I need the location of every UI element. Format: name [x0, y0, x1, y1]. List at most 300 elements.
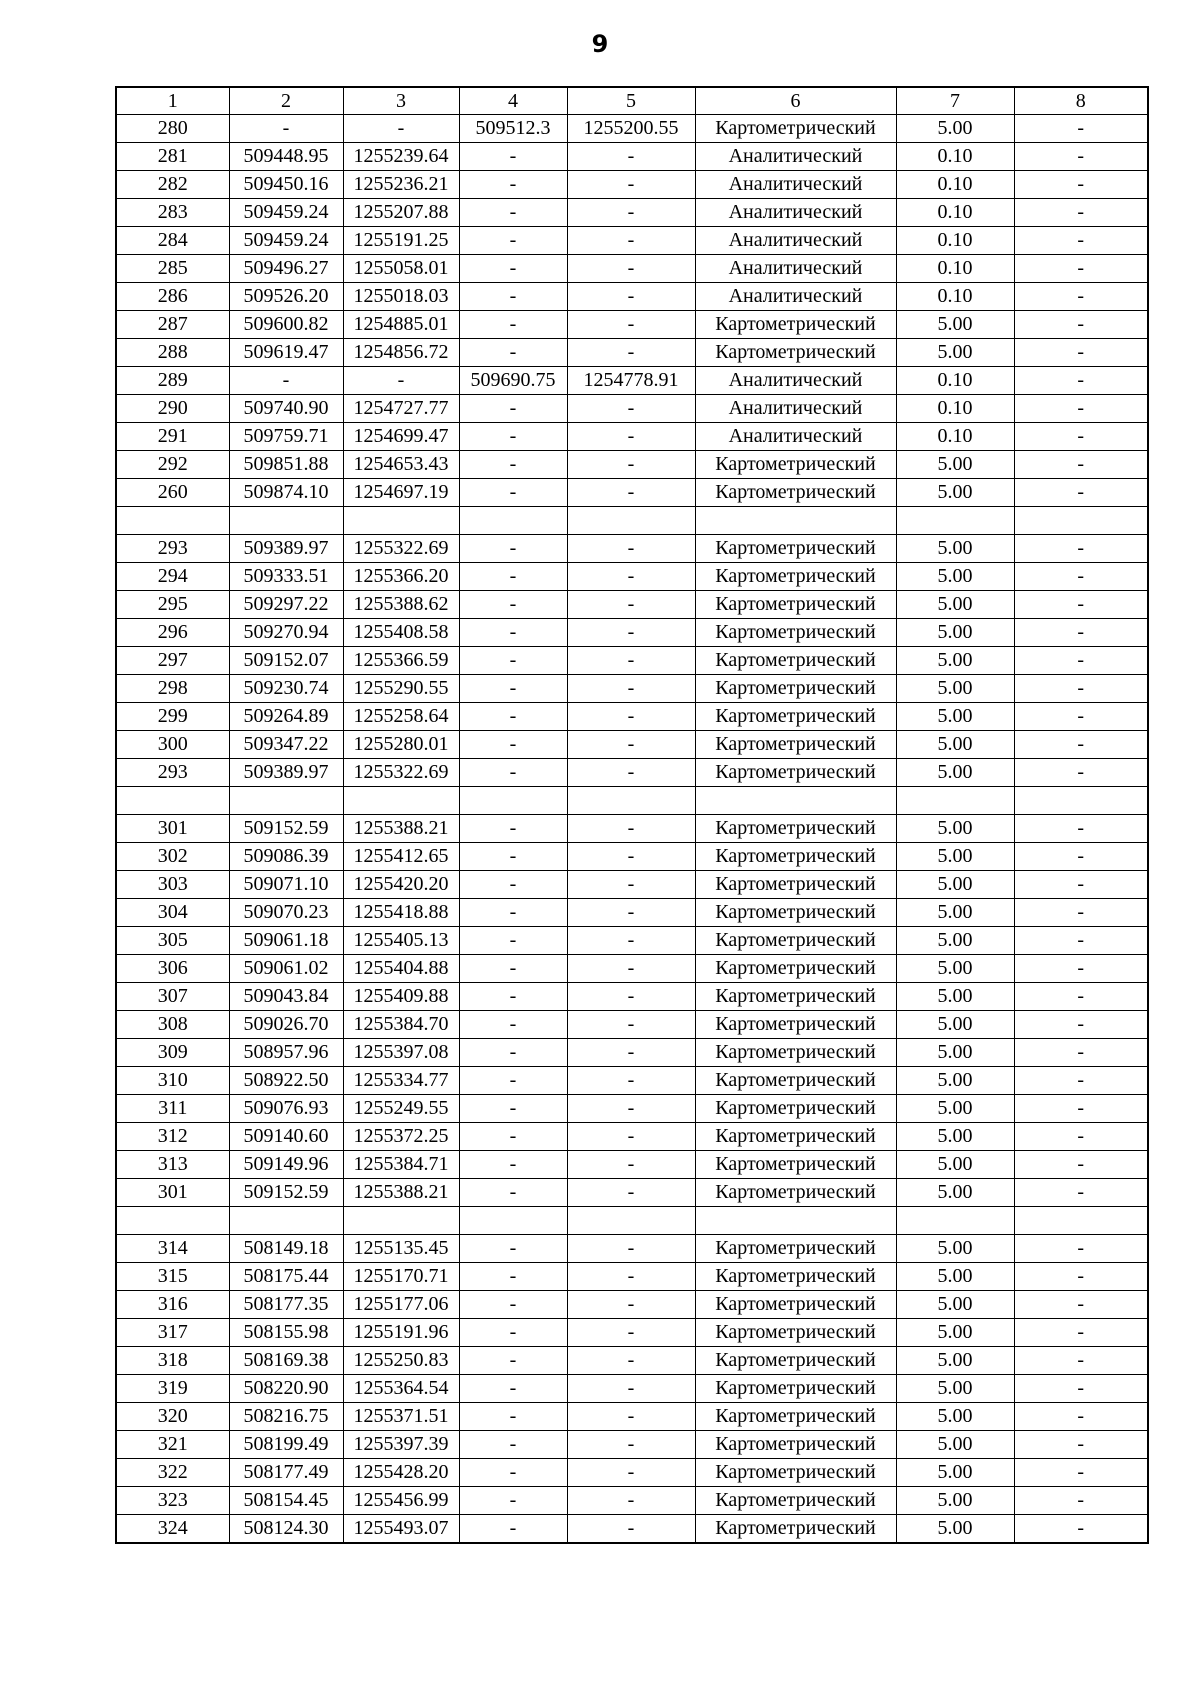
point-number-cell: 310 — [116, 1067, 229, 1095]
accuracy-cell: 5.00 — [896, 871, 1014, 899]
description-cell: - — [1014, 591, 1148, 619]
accuracy-cell: 5.00 — [896, 927, 1014, 955]
y-alt-coordinate-cell — [567, 787, 695, 815]
x-alt-coordinate-cell: - — [459, 647, 567, 675]
y-coordinate-cell: 1255322.69 — [343, 759, 459, 787]
point-number-cell: 323 — [116, 1487, 229, 1515]
y-coordinate-cell — [343, 507, 459, 535]
table-row — [116, 1515, 1148, 1544]
x-alt-coordinate-cell: - — [459, 479, 567, 507]
y-coordinate-cell: 1255366.20 — [343, 563, 459, 591]
x-coordinate-cell: 508177.49 — [229, 1459, 343, 1487]
accuracy-cell: 0.10 — [896, 255, 1014, 283]
x-coordinate-cell: 508216.75 — [229, 1403, 343, 1431]
method-cell: Картометрический — [695, 983, 896, 1011]
x-alt-coordinate-cell: - — [459, 759, 567, 787]
accuracy-cell: 5.00 — [896, 1375, 1014, 1403]
accuracy-cell: 0.10 — [896, 199, 1014, 227]
x-coordinate-cell — [229, 787, 343, 815]
x-coordinate-cell: 509152.59 — [229, 815, 343, 843]
point-number-cell: 312 — [116, 1123, 229, 1151]
table-row — [116, 1375, 1148, 1403]
y-coordinate-cell: 1255409.88 — [343, 983, 459, 1011]
accuracy-cell: 5.00 — [896, 115, 1014, 143]
table-row — [116, 1319, 1148, 1347]
table-row — [116, 171, 1148, 199]
description-cell: - — [1014, 955, 1148, 983]
x-coordinate-cell: 509450.16 — [229, 171, 343, 199]
method-cell: Картометрический — [695, 843, 896, 871]
x-coordinate-cell: 508169.38 — [229, 1347, 343, 1375]
y-coordinate-cell: 1255388.21 — [343, 815, 459, 843]
point-number-cell: 290 — [116, 395, 229, 423]
x-alt-coordinate-cell: - — [459, 815, 567, 843]
description-cell: - — [1014, 311, 1148, 339]
description-cell: - — [1014, 1319, 1148, 1347]
x-alt-coordinate-cell — [459, 787, 567, 815]
x-coordinate-cell: 508220.90 — [229, 1375, 343, 1403]
x-coordinate-cell: 509026.70 — [229, 1011, 343, 1039]
method-cell: Аналитический — [695, 283, 896, 311]
method-cell: Картометрический — [695, 1487, 896, 1515]
point-number-cell: 313 — [116, 1151, 229, 1179]
y-coordinate-cell: 1254699.47 — [343, 423, 459, 451]
y-alt-coordinate-cell: - — [567, 591, 695, 619]
method-cell: Картометрический — [695, 1011, 896, 1039]
y-alt-coordinate-cell — [567, 1207, 695, 1235]
accuracy-cell: 5.00 — [896, 1263, 1014, 1291]
y-alt-coordinate-cell: - — [567, 675, 695, 703]
x-coordinate-cell: 509230.74 — [229, 675, 343, 703]
point-number-cell: 321 — [116, 1431, 229, 1459]
x-alt-coordinate-cell: - — [459, 1347, 567, 1375]
method-cell: Картометрический — [695, 115, 896, 143]
y-coordinate-cell: 1255207.88 — [343, 199, 459, 227]
x-coordinate-cell: 509076.93 — [229, 1095, 343, 1123]
x-coordinate-cell: - — [229, 115, 343, 143]
point-number-cell: 299 — [116, 703, 229, 731]
x-alt-coordinate-cell: - — [459, 955, 567, 983]
description-cell: - — [1014, 1263, 1148, 1291]
accuracy-cell: 5.00 — [896, 1347, 1014, 1375]
y-alt-coordinate-cell: - — [567, 1347, 695, 1375]
x-alt-coordinate-cell: - — [459, 1095, 567, 1123]
column-header: 2 — [229, 87, 343, 115]
description-cell: - — [1014, 255, 1148, 283]
x-coordinate-cell: 509448.95 — [229, 143, 343, 171]
y-alt-coordinate-cell: - — [567, 1179, 695, 1207]
accuracy-cell: 5.00 — [896, 675, 1014, 703]
y-alt-coordinate-cell: - — [567, 199, 695, 227]
accuracy-cell: 5.00 — [896, 535, 1014, 563]
y-alt-coordinate-cell: - — [567, 1263, 695, 1291]
column-header: 8 — [1014, 87, 1148, 115]
method-cell: Картометрический — [695, 535, 896, 563]
description-cell: - — [1014, 871, 1148, 899]
point-number-cell: 260 — [116, 479, 229, 507]
method-cell: Картометрический — [695, 1515, 896, 1544]
method-cell — [695, 787, 896, 815]
description-cell: - — [1014, 759, 1148, 787]
accuracy-cell: 0.10 — [896, 171, 1014, 199]
column-header: 6 — [695, 87, 896, 115]
x-alt-coordinate-cell: - — [459, 1235, 567, 1263]
method-cell: Картометрический — [695, 479, 896, 507]
y-coordinate-cell: 1255371.51 — [343, 1403, 459, 1431]
accuracy-cell: 5.00 — [896, 311, 1014, 339]
separator-row — [116, 1207, 1148, 1235]
table-row — [116, 675, 1148, 703]
y-coordinate-cell: 1255239.64 — [343, 143, 459, 171]
x-coordinate-cell: 509043.84 — [229, 983, 343, 1011]
y-alt-coordinate-cell: - — [567, 843, 695, 871]
point-number-cell: 306 — [116, 955, 229, 983]
x-alt-coordinate-cell: - — [459, 731, 567, 759]
table-row — [116, 843, 1148, 871]
method-cell: Картометрический — [695, 1431, 896, 1459]
x-alt-coordinate-cell: - — [459, 591, 567, 619]
accuracy-cell: 5.00 — [896, 731, 1014, 759]
table-row — [116, 283, 1148, 311]
y-alt-coordinate-cell: - — [567, 1011, 695, 1039]
y-alt-coordinate-cell: - — [567, 283, 695, 311]
description-cell: - — [1014, 1067, 1148, 1095]
description-cell: - — [1014, 1039, 1148, 1067]
point-number-cell: 296 — [116, 619, 229, 647]
method-cell: Картометрический — [695, 591, 896, 619]
y-coordinate-cell: 1255135.45 — [343, 1235, 459, 1263]
x-alt-coordinate-cell: - — [459, 1011, 567, 1039]
y-coordinate-cell — [343, 1207, 459, 1235]
table-row — [116, 591, 1148, 619]
x-coordinate-cell: 509297.22 — [229, 591, 343, 619]
method-cell: Картометрический — [695, 703, 896, 731]
point-number-cell: 302 — [116, 843, 229, 871]
y-coordinate-cell: 1255397.39 — [343, 1431, 459, 1459]
y-coordinate-cell: 1255456.99 — [343, 1487, 459, 1515]
description-cell: - — [1014, 1515, 1148, 1544]
description-cell: - — [1014, 395, 1148, 423]
table-row — [116, 703, 1148, 731]
x-coordinate-cell: 509071.10 — [229, 871, 343, 899]
y-alt-coordinate-cell: - — [567, 871, 695, 899]
description-cell: - — [1014, 143, 1148, 171]
accuracy-cell: 5.00 — [896, 1515, 1014, 1544]
point-number-cell: 288 — [116, 339, 229, 367]
x-alt-coordinate-cell: 509512.3 — [459, 115, 567, 143]
method-cell: Картометрический — [695, 1067, 896, 1095]
x-alt-coordinate-cell: - — [459, 871, 567, 899]
point-number-cell: 324 — [116, 1515, 229, 1544]
accuracy-cell: 5.00 — [896, 1431, 1014, 1459]
y-alt-coordinate-cell: - — [567, 619, 695, 647]
accuracy-cell: 0.10 — [896, 395, 1014, 423]
x-alt-coordinate-cell: - — [459, 675, 567, 703]
y-coordinate-cell: 1255058.01 — [343, 255, 459, 283]
method-cell: Аналитический — [695, 395, 896, 423]
x-coordinate-cell: 509061.02 — [229, 955, 343, 983]
accuracy-cell: 0.10 — [896, 283, 1014, 311]
point-number-cell: 304 — [116, 899, 229, 927]
y-coordinate-cell: 1255372.25 — [343, 1123, 459, 1151]
y-alt-coordinate-cell: - — [567, 1291, 695, 1319]
table-row — [116, 647, 1148, 675]
table-row — [116, 1291, 1148, 1319]
point-number-cell: 315 — [116, 1263, 229, 1291]
point-number-cell: 319 — [116, 1375, 229, 1403]
x-coordinate-cell: 508149.18 — [229, 1235, 343, 1263]
separator-row — [116, 787, 1148, 815]
method-cell: Картометрический — [695, 563, 896, 591]
y-coordinate-cell: 1254856.72 — [343, 339, 459, 367]
description-cell: - — [1014, 535, 1148, 563]
x-coordinate-cell — [229, 507, 343, 535]
table-row — [116, 563, 1148, 591]
accuracy-cell — [896, 787, 1014, 815]
x-coordinate-cell: 509874.10 — [229, 479, 343, 507]
x-coordinate-cell: 508922.50 — [229, 1067, 343, 1095]
method-cell: Картометрический — [695, 1123, 896, 1151]
y-alt-coordinate-cell: - — [567, 1235, 695, 1263]
y-alt-coordinate-cell: - — [567, 1487, 695, 1515]
point-number-cell: 293 — [116, 535, 229, 563]
table-row — [116, 395, 1148, 423]
description-cell: - — [1014, 115, 1148, 143]
description-cell — [1014, 1207, 1148, 1235]
y-coordinate-cell: 1255493.07 — [343, 1515, 459, 1544]
x-coordinate-cell: 509740.90 — [229, 395, 343, 423]
table-row — [116, 143, 1148, 171]
point-number-cell: 286 — [116, 283, 229, 311]
y-alt-coordinate-cell: - — [567, 171, 695, 199]
method-cell — [695, 1207, 896, 1235]
point-number-cell: 280 — [116, 115, 229, 143]
method-cell: Картометрический — [695, 1151, 896, 1179]
point-number-cell: 283 — [116, 199, 229, 227]
description-cell: - — [1014, 339, 1148, 367]
x-coordinate-cell: 509270.94 — [229, 619, 343, 647]
y-coordinate-cell: 1254885.01 — [343, 311, 459, 339]
y-alt-coordinate-cell: - — [567, 423, 695, 451]
table-row — [116, 311, 1148, 339]
method-cell: Аналитический — [695, 171, 896, 199]
y-alt-coordinate-cell: - — [567, 983, 695, 1011]
y-coordinate-cell — [343, 787, 459, 815]
description-cell: - — [1014, 1459, 1148, 1487]
description-cell: - — [1014, 171, 1148, 199]
description-cell: - — [1014, 1235, 1148, 1263]
x-alt-coordinate-cell: - — [459, 843, 567, 871]
description-cell: - — [1014, 703, 1148, 731]
table-body — [116, 115, 1148, 1544]
accuracy-cell: 0.10 — [896, 143, 1014, 171]
accuracy-cell — [896, 507, 1014, 535]
x-coordinate-cell: 508155.98 — [229, 1319, 343, 1347]
x-coordinate-cell: 509496.27 — [229, 255, 343, 283]
method-cell: Картометрический — [695, 927, 896, 955]
table-row — [116, 479, 1148, 507]
table-row — [116, 983, 1148, 1011]
y-alt-coordinate-cell: - — [567, 1067, 695, 1095]
accuracy-cell: 5.00 — [896, 1487, 1014, 1515]
y-alt-coordinate-cell: - — [567, 311, 695, 339]
table-row — [116, 871, 1148, 899]
x-alt-coordinate-cell: - — [459, 899, 567, 927]
y-coordinate-cell: 1255418.88 — [343, 899, 459, 927]
y-coordinate-cell: 1255258.64 — [343, 703, 459, 731]
accuracy-cell: 5.00 — [896, 563, 1014, 591]
x-coordinate-cell: 509149.96 — [229, 1151, 343, 1179]
method-cell: Аналитический — [695, 199, 896, 227]
method-cell: Картометрический — [695, 1039, 896, 1067]
description-cell: - — [1014, 927, 1148, 955]
accuracy-cell: 5.00 — [896, 479, 1014, 507]
point-number-cell: 314 — [116, 1235, 229, 1263]
x-coordinate-cell: 509152.59 — [229, 1179, 343, 1207]
column-header: 1 — [116, 87, 229, 115]
method-cell: Картометрический — [695, 311, 896, 339]
method-cell: Картометрический — [695, 871, 896, 899]
point-number-cell: 309 — [116, 1039, 229, 1067]
description-cell: - — [1014, 563, 1148, 591]
y-coordinate-cell: 1255322.69 — [343, 535, 459, 563]
x-coordinate-cell: 509264.89 — [229, 703, 343, 731]
accuracy-cell: 5.00 — [896, 1235, 1014, 1263]
y-coordinate-cell: 1255191.96 — [343, 1319, 459, 1347]
point-number-cell: 318 — [116, 1347, 229, 1375]
method-cell: Картометрический — [695, 899, 896, 927]
table-row — [116, 1179, 1148, 1207]
y-coordinate-cell: 1255428.20 — [343, 1459, 459, 1487]
y-alt-coordinate-cell: - — [567, 1431, 695, 1459]
method-cell: Картометрический — [695, 1095, 896, 1123]
y-coordinate-cell: 1255249.55 — [343, 1095, 459, 1123]
accuracy-cell: 5.00 — [896, 591, 1014, 619]
accuracy-cell: 5.00 — [896, 955, 1014, 983]
method-cell: Картометрический — [695, 1179, 896, 1207]
x-alt-coordinate-cell: - — [459, 1067, 567, 1095]
accuracy-cell: 5.00 — [896, 1067, 1014, 1095]
x-alt-coordinate-cell: - — [459, 1179, 567, 1207]
x-coordinate-cell — [229, 1207, 343, 1235]
method-cell: Картометрический — [695, 731, 896, 759]
x-alt-coordinate-cell: - — [459, 1459, 567, 1487]
table-row — [116, 759, 1148, 787]
table-row — [116, 535, 1148, 563]
accuracy-cell: 5.00 — [896, 647, 1014, 675]
y-alt-coordinate-cell: - — [567, 1375, 695, 1403]
x-coordinate-cell: 508124.30 — [229, 1515, 343, 1544]
description-cell: - — [1014, 199, 1148, 227]
description-cell: - — [1014, 1487, 1148, 1515]
x-alt-coordinate-cell: - — [459, 171, 567, 199]
x-coordinate-cell: 509619.47 — [229, 339, 343, 367]
description-cell: - — [1014, 619, 1148, 647]
accuracy-cell: 5.00 — [896, 703, 1014, 731]
description-cell: - — [1014, 1375, 1148, 1403]
page-number: 9 — [591, 30, 609, 58]
description-cell: - — [1014, 1011, 1148, 1039]
point-number-cell: 287 — [116, 311, 229, 339]
y-alt-coordinate-cell: - — [567, 535, 695, 563]
accuracy-cell: 5.00 — [896, 339, 1014, 367]
column-header: 7 — [896, 87, 1014, 115]
table-row — [116, 255, 1148, 283]
x-coordinate-cell: 509140.60 — [229, 1123, 343, 1151]
x-coordinate-cell: 509851.88 — [229, 451, 343, 479]
x-coordinate-cell: 509333.51 — [229, 563, 343, 591]
point-number-cell: 316 — [116, 1291, 229, 1319]
y-coordinate-cell: 1254727.77 — [343, 395, 459, 423]
point-number-cell — [116, 787, 229, 815]
y-alt-coordinate-cell: - — [567, 143, 695, 171]
separator-row — [116, 507, 1148, 535]
y-alt-coordinate-cell — [567, 507, 695, 535]
table-row — [116, 1095, 1148, 1123]
point-number-cell: 301 — [116, 1179, 229, 1207]
y-alt-coordinate-cell: - — [567, 1319, 695, 1347]
y-coordinate-cell: 1255170.71 — [343, 1263, 459, 1291]
y-alt-coordinate-cell: - — [567, 339, 695, 367]
y-alt-coordinate-cell: 1254778.91 — [567, 367, 695, 395]
accuracy-cell: 5.00 — [896, 1291, 1014, 1319]
description-cell: - — [1014, 227, 1148, 255]
point-number-cell: 282 — [116, 171, 229, 199]
description-cell: - — [1014, 1095, 1148, 1123]
y-coordinate-cell: 1254697.19 — [343, 479, 459, 507]
x-coordinate-cell: 509459.24 — [229, 199, 343, 227]
x-alt-coordinate-cell: 509690.75 — [459, 367, 567, 395]
table-header-row — [116, 87, 1148, 115]
y-alt-coordinate-cell: - — [567, 927, 695, 955]
y-coordinate-cell: 1255388.21 — [343, 1179, 459, 1207]
description-cell: - — [1014, 899, 1148, 927]
y-alt-coordinate-cell: - — [567, 1151, 695, 1179]
accuracy-cell: 5.00 — [896, 1319, 1014, 1347]
method-cell: Картометрический — [695, 1403, 896, 1431]
method-cell — [695, 507, 896, 535]
point-number-cell: 317 — [116, 1319, 229, 1347]
point-number-cell: 291 — [116, 423, 229, 451]
x-alt-coordinate-cell: - — [459, 1319, 567, 1347]
description-cell: - — [1014, 283, 1148, 311]
method-cell: Аналитический — [695, 227, 896, 255]
description-cell: - — [1014, 367, 1148, 395]
point-number-cell: 289 — [116, 367, 229, 395]
x-alt-coordinate-cell: - — [459, 1291, 567, 1319]
y-coordinate-cell: 1255334.77 — [343, 1067, 459, 1095]
x-alt-coordinate-cell: - — [459, 1375, 567, 1403]
table-row — [116, 115, 1148, 143]
x-coordinate-cell: 509389.97 — [229, 535, 343, 563]
table-row — [116, 1403, 1148, 1431]
column-header: 3 — [343, 87, 459, 115]
accuracy-cell: 5.00 — [896, 1179, 1014, 1207]
x-alt-coordinate-cell: - — [459, 1263, 567, 1291]
accuracy-cell — [896, 1207, 1014, 1235]
description-cell: - — [1014, 731, 1148, 759]
y-coordinate-cell: 1255364.54 — [343, 1375, 459, 1403]
table-row — [116, 815, 1148, 843]
x-alt-coordinate-cell: - — [459, 983, 567, 1011]
point-number-cell: 293 — [116, 759, 229, 787]
table-row — [116, 1459, 1148, 1487]
point-number-cell: 307 — [116, 983, 229, 1011]
method-cell: Аналитический — [695, 255, 896, 283]
x-alt-coordinate-cell: - — [459, 283, 567, 311]
point-number-cell: 294 — [116, 563, 229, 591]
method-cell: Картометрический — [695, 759, 896, 787]
